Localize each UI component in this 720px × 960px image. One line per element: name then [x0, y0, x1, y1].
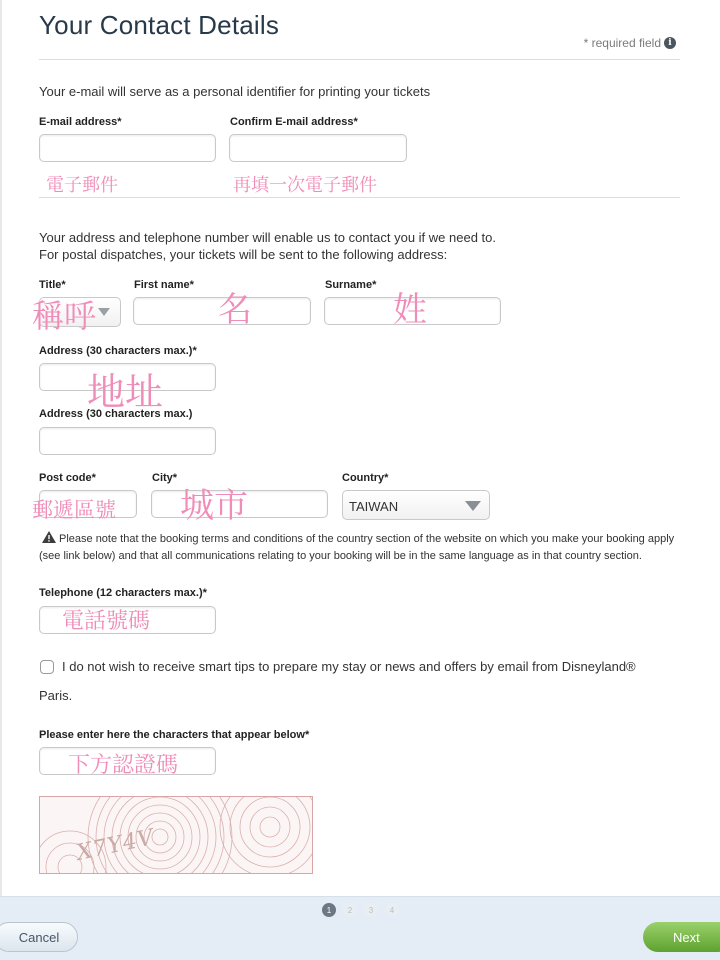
divider: [39, 197, 680, 198]
telephone-annotation: 電話號碼: [62, 609, 151, 634]
page-edge: [0, 0, 2, 900]
info-icon[interactable]: i: [664, 37, 676, 49]
cancel-button[interactable]: Cancel: [0, 922, 78, 952]
optout-label-line1: I do not wish to receive smart tips to prepare my stay or news and offers by email from Disneyland®: [62, 659, 636, 674]
telephone-label: Telephone (12 characters max.)*: [39, 587, 207, 599]
title-annotation: 稱呼: [32, 297, 97, 335]
first-name-label: First name*: [134, 279, 194, 291]
captcha-image: [39, 796, 313, 874]
required-field-note: [584, 36, 676, 50]
country-select[interactable]: [342, 490, 490, 520]
step-indicator: [322, 903, 399, 917]
email-intro: Your e-mail will serve as a personal identifier for printing your tickets: [39, 84, 431, 99]
email-label: E-mail address*: [39, 116, 122, 128]
captcha-annotation: 下方認證碼: [68, 753, 179, 778]
first-name-annotation: 名: [218, 290, 252, 330]
email-annotation: 電子郵件: [46, 175, 118, 196]
surname-label: Surname*: [325, 279, 377, 291]
address-intro-line1: Your address and telephone number will enable us to contact you if we need to.: [39, 230, 496, 245]
title-label: Title*: [39, 279, 66, 291]
chevron-down-icon: [465, 501, 481, 511]
address2-input[interactable]: [39, 427, 216, 455]
email-input[interactable]: [39, 134, 216, 162]
divider: [39, 59, 680, 60]
confirm-email-label: Confirm E-mail address*: [230, 116, 358, 128]
chevron-down-icon: [98, 308, 110, 316]
city-label: City*: [152, 472, 178, 484]
step-dot: 2: [343, 903, 357, 917]
confirm-email-input[interactable]: [229, 134, 407, 162]
postcode-label: Post code*: [39, 472, 96, 484]
confirm-email-annotation: 再填一次電子郵件: [233, 175, 377, 196]
surname-annotation: 姓: [393, 290, 427, 330]
captcha-label: Please enter here the characters that appear below*: [39, 729, 310, 741]
page-title: Your Contact Details: [39, 10, 280, 40]
city-annotation: 城市: [180, 486, 248, 526]
country-value: TAIWAN: [349, 499, 399, 514]
country-label: Country*: [342, 472, 389, 484]
captcha-code: X7Y4V: [74, 825, 157, 866]
step-dot: 1: [322, 903, 336, 917]
newsletter-optout-checkbox[interactable]: [40, 660, 54, 674]
optout-label-line2: Paris.: [39, 688, 73, 703]
postcode-annotation: 郵遞區號: [32, 498, 116, 522]
address-intro-line2: For postal dispatches, your tickets will be sent to the following address:: [39, 247, 448, 262]
address2-label: Address (30 characters max.): [39, 408, 193, 420]
address1-label: Address (30 characters max.)*: [39, 345, 197, 357]
address1-annotation: 地址: [87, 370, 164, 414]
step-dot: 3: [364, 903, 378, 917]
step-dot: 4: [385, 903, 399, 917]
terms-warning: Please note that the booking terms and conditions of the country section of the website on which you make your booking apply (see link below) and that all communications relating to your booking will be in the same language as in that country section.: [39, 533, 675, 562]
next-button[interactable]: Next: [643, 922, 720, 952]
required-field-text: * required field: [583, 36, 661, 50]
